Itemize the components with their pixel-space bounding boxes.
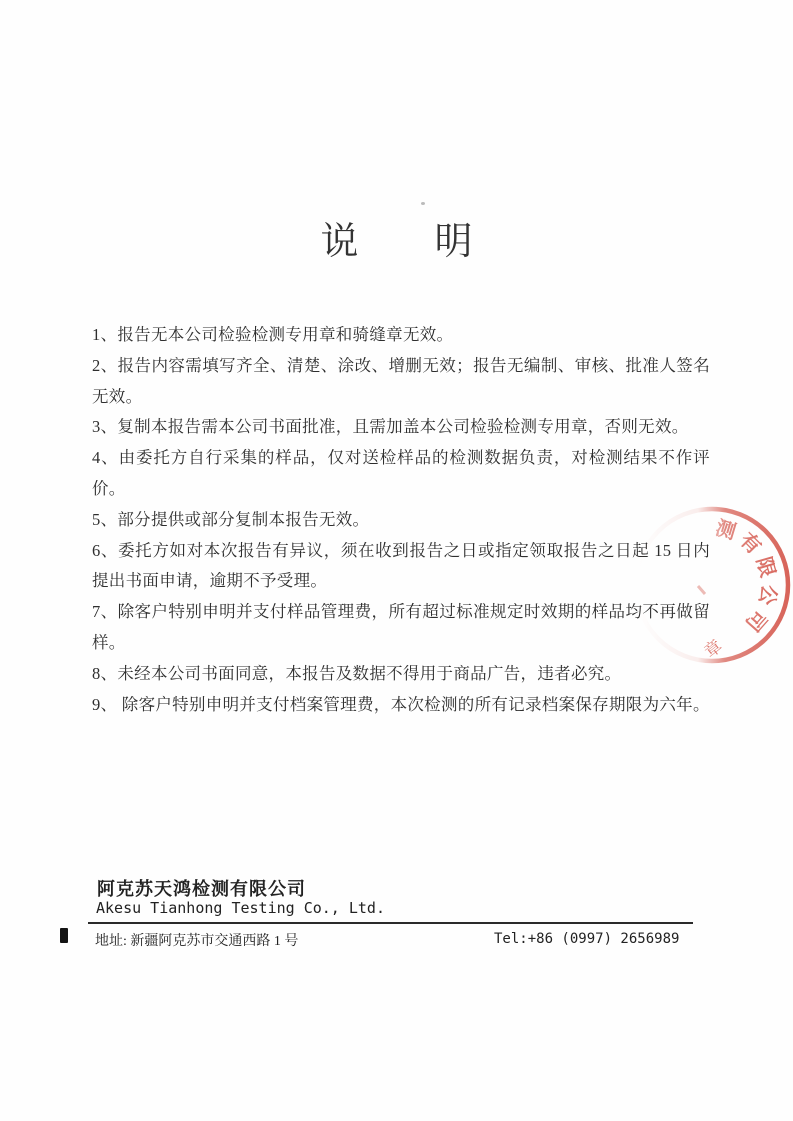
note-item-6: 6、委托方如对本次报告有异议，须在收到报告之日或指定领取报告之日起 15 日内提出书面申请，逾期不予受理。 [92,540,710,591]
footer-telephone: Tel:+86 (0997) 2656989 [494,931,680,947]
seal-arc-text: 测有限公司 [712,517,781,639]
note-item-5: 5、部分提供或部分复制本报告无效。 [92,509,370,529]
scan-edge-artifact [60,928,68,943]
note-item-9: 9、 除客户特别申明并支付档案管理费，本次检测的所有记录档案保存期限为六年。 [92,694,710,714]
page-title: 说 明 [320,221,473,263]
note-item-7: 7、除客户特别申明并支付样品管理费，所有超过标准规定时效期的样品均不再做留样。 [92,602,710,652]
footer-company-name-en: Akesu Tianhong Testing Co., Ltd. [96,899,385,917]
note-item-3: 3、复制本报告需本公司书面批准，且需加盖本公司检验检测专用章，否则无效。 [92,417,689,437]
note-item-8: 8、未经本公司书面同意，本报告及数据不得用于商品广告，违者必究。 [92,663,622,683]
note-item-2: 2、报告内容需填写齐全、清楚、涂改、增删无效；报告无编制、审核、批准人签名无效。 [92,355,710,406]
footer-divider [88,922,693,924]
note-item-1: 1、报告无本公司检验检测专用章和骑缝章无效。 [92,325,454,344]
note-item-4: 4、由委托方自行采集的样品，仅对送检样品的检测数据负责，对检测结果不作评价。 [92,448,710,498]
footer-company-name-cn: 阿克苏天鸿检测有限公司 [97,879,306,899]
scan-speck [421,202,425,205]
seal-extra-character: 章 [700,636,726,662]
svg-text:测有限公司 [713,516,781,639]
footer-address: 地址: 新疆阿克苏市交通西路 1 号 [95,934,299,949]
notes-list [92,320,710,720]
